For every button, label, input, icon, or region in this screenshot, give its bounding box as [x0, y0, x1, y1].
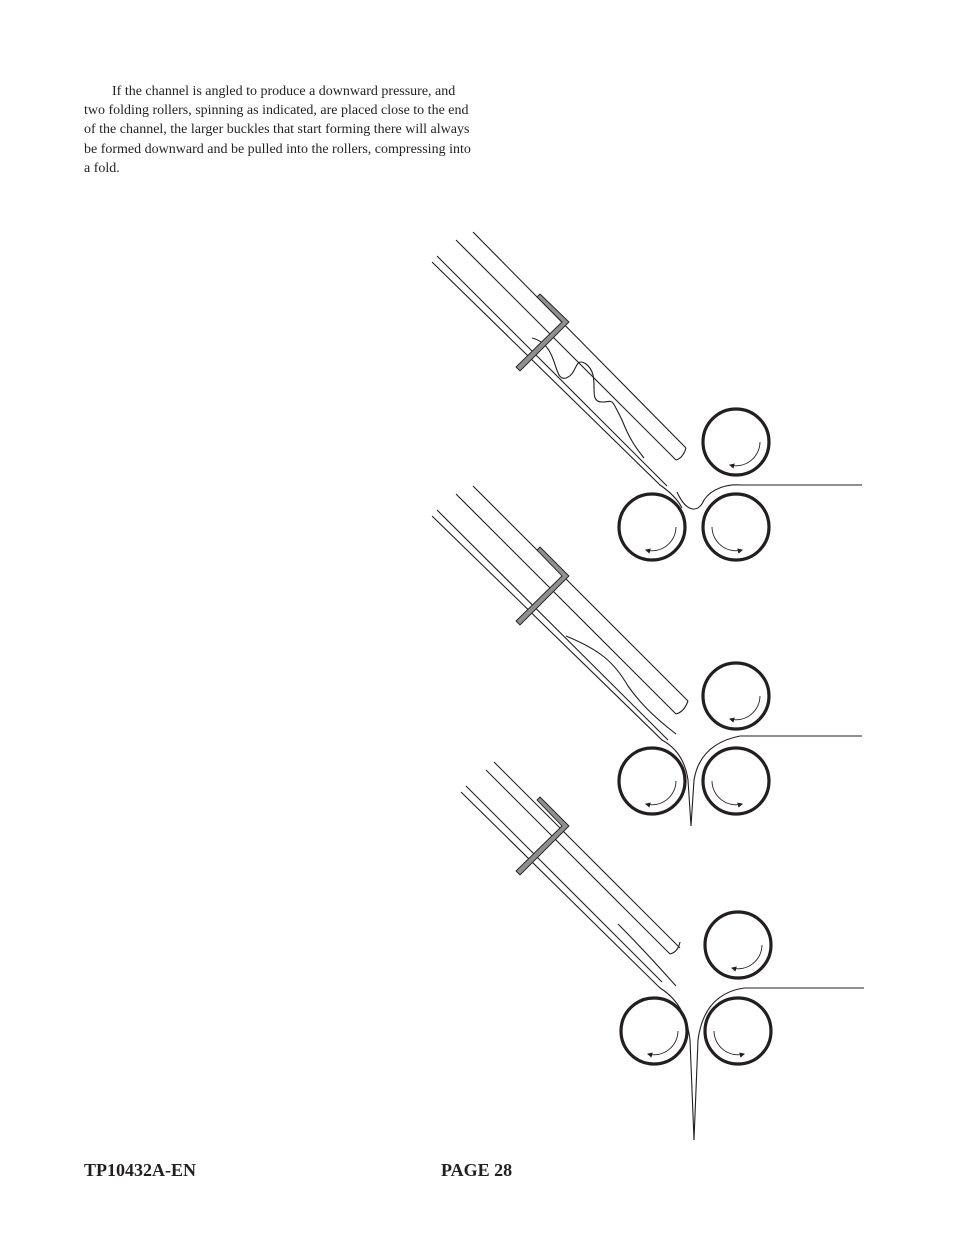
rotation-arrow-icon [646, 781, 676, 805]
channel-top-line [486, 770, 670, 954]
roller-right [703, 494, 769, 560]
channel-plates [432, 232, 862, 509]
roller-right [705, 998, 771, 1064]
paper-sheet [432, 262, 682, 508]
rotation-arrow-icon [714, 1031, 744, 1055]
rotation-arrow-icon [730, 442, 760, 466]
guide-bracket-icon [516, 547, 569, 625]
buckled-paper [532, 338, 644, 458]
paper-fold-entry [691, 736, 862, 826]
rotation-arrow-icon [712, 527, 742, 551]
roller-top [703, 663, 769, 729]
paper-dip [677, 485, 862, 509]
channel-top-line [456, 240, 676, 460]
paper-guide [516, 547, 569, 625]
buckled-paper [566, 636, 676, 734]
rotation-arrow-icon [648, 1031, 678, 1055]
channel-cap [676, 701, 688, 714]
panel-1 [432, 232, 862, 560]
paper-sheet [432, 516, 691, 826]
roller-left [619, 748, 685, 814]
channel-top-line [456, 494, 676, 714]
rotation-arrow-icon [646, 527, 676, 551]
paper-sheet [461, 792, 694, 1140]
channel-cap [670, 942, 680, 954]
channel-bottom-line [437, 256, 667, 486]
channel-bottom-line [466, 786, 662, 982]
rotation-arrow-icon [732, 945, 762, 969]
channel-plates [461, 762, 864, 1140]
outer-plate-line [473, 486, 688, 701]
roller-top [705, 912, 771, 978]
body-paragraph: If the channel is angled to produce a downward pressure, and two folding rollers, spinning as indicated, are placed close to the end of the channel, the larger buckles that start forming there will always be formed downward and be pulled into the rollers, compressing into a fold. [84, 84, 471, 176]
paper-fold-entry [694, 988, 864, 1140]
channel-bottom-line [437, 510, 668, 740]
panel-2 [432, 486, 862, 826]
rotation-arrow-icon [730, 696, 760, 720]
guide-bracket-icon [516, 294, 569, 371]
panel-3 [461, 762, 864, 1140]
paper-guide [516, 294, 569, 371]
roller-top [703, 409, 769, 475]
rotation-arrow-icon [712, 781, 742, 805]
outer-plate-line [494, 762, 680, 948]
roller-left [619, 494, 685, 560]
footer-page-number: PAGE 28 [441, 1160, 513, 1180]
footer-document-id: TP10432A-EN [84, 1160, 196, 1180]
roller-right [703, 748, 769, 814]
outer-plate-line [473, 232, 686, 448]
channel-plates [432, 486, 862, 826]
roller-left [621, 998, 687, 1064]
channel-cap [676, 448, 686, 460]
